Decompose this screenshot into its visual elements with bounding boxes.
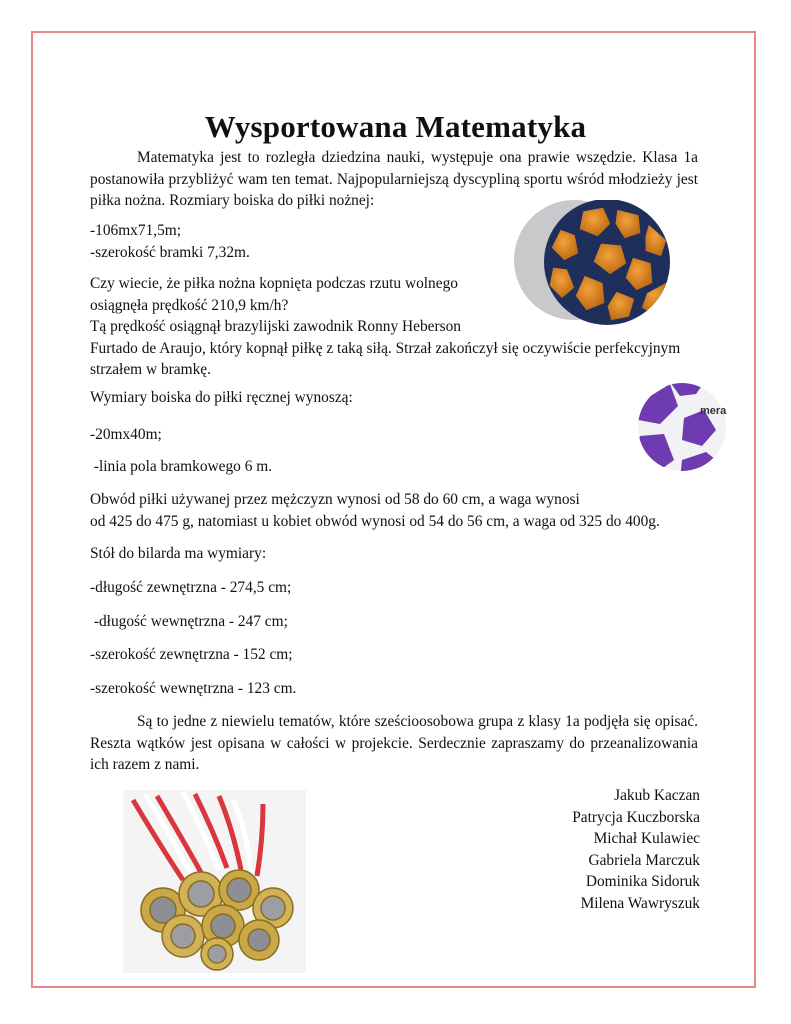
fact-line: strzałem w bramkę.: [90, 361, 211, 378]
ball-info-line: Obwód piłki używanej przez mężczyzn wynosi od 58 do 60 cm, a waga wynosi: [90, 491, 580, 508]
ball-brand-label: mera: [700, 405, 727, 417]
handball-ball-info: [90, 489, 660, 532]
football-dim-line: -106mx71,5m;: [90, 222, 182, 239]
ball-info-line: od 425 do 475 g, natomiast u kobiet obwód wynosi od 54 do 56 cm, a waga od 325 do 400g.: [90, 512, 660, 530]
author-name: Michał Kulawiec: [593, 830, 700, 847]
billiard-dim-line: -długość zewnętrzna - 274,5 cm;: [90, 579, 292, 596]
author-name: Patrycja Kuczborska: [572, 808, 700, 826]
football-dimensions: [90, 220, 250, 263]
closing-paragraph: Są to jedne z niewielu tematów, które sześcioosobowa grupa z klasy 1a podjęła się opisać. Reszta wątków jest opisana w całości w projekcie. Serdecznie zapraszamy do przeanalizowania ich razem z nami.: [90, 713, 698, 773]
billiard-dim-line: -długość wewnętrzna - 247 cm;: [90, 613, 288, 630]
author-name: Gabriela Marczuk: [588, 851, 700, 869]
author-name: Milena Wawryszuk: [580, 894, 700, 912]
billiard-dim-line: -szerokość zewnętrzna - 152 cm;: [90, 646, 293, 663]
medals-image: [123, 790, 306, 973]
handball-image: [630, 380, 730, 472]
fact-line: Czy wiecie, że piłka nożna kopnięta podczas rzutu wolnego: [90, 275, 458, 292]
author-list: [500, 785, 700, 914]
billiard-intro: Stół do bilarda ma wymiary:: [90, 545, 267, 562]
billiard-dim-line: -szerokość wewnętrzna - 123 cm.: [90, 680, 297, 697]
football-image: [512, 200, 672, 325]
page-title: Wysportowana Matematyka: [204, 108, 587, 144]
football-dim-line: -szerokość bramki 7,32m.: [90, 243, 250, 261]
intro-paragraph: Matematyka jest to rozległa dziedzina nauki, występuje ona prawie wszędzie. Klasa 1a postanowiła przybliżyć wam ten temat. Najpopularniejszą dyscypliną sportu wśród młodzieży jest piłka nożna. Rozmiary boiska do piłki nożnej:: [90, 149, 698, 209]
author-name: Dominika Sidoruk: [585, 873, 700, 890]
author-name: Jakub Kaczan: [614, 787, 700, 804]
handball-intro: Wymiary boiska do piłki ręcznej wynoszą:: [90, 389, 353, 406]
handball-dim-line: -linia pola bramkowego 6 m.: [90, 458, 273, 475]
fact-line: Tą prędkość osiągnął brazylijski zawodnik Ronny Heberson: [90, 318, 461, 335]
fact-line: osiągnęła prędkość 210,9 km/h?: [90, 296, 289, 314]
handball-dim-line: -20mx40m;: [90, 426, 162, 443]
fact-line: Furtado de Araujo, który kopnął piłkę z taką siłą. Strzał zakończył się oczywiście perfekcyjnym: [90, 339, 681, 357]
